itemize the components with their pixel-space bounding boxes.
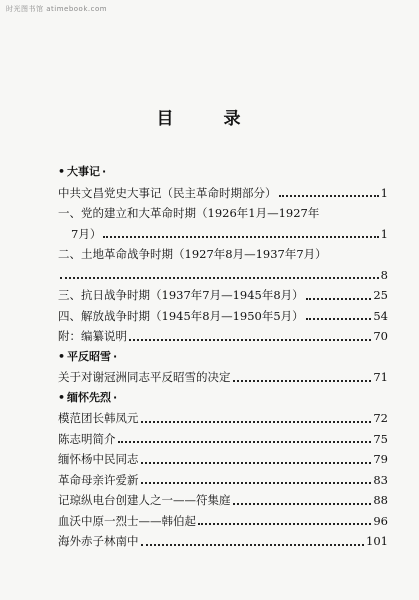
toc-entry[interactable]	[58, 306, 388, 327]
entry-title: 中共文昌党史大事记（民主革命时期部分）	[58, 185, 277, 200]
leader-dots	[141, 462, 372, 464]
entry-page: 25	[373, 288, 388, 302]
leader-dots	[103, 236, 378, 238]
table-of-contents	[58, 162, 388, 552]
toc-entry[interactable]	[58, 408, 388, 429]
entry-title: 血沃中原一烈士——韩伯起	[58, 513, 196, 528]
entry-page: 83	[373, 472, 388, 487]
toc-section	[58, 162, 388, 183]
entry-page: 101	[366, 534, 388, 548]
page-title: 目 录	[156, 109, 263, 129]
toc-entry[interactable]	[58, 326, 388, 347]
entry-title: 缅怀杨中民同志	[58, 452, 139, 466]
entry-title: 陈志明简介	[58, 431, 116, 446]
entry-title: 二、土地革命战争时期（1927年8月—1937年7月）	[58, 247, 327, 261]
entry-title: 三、抗日战争时期（1937年7月—1945年8月）	[58, 288, 304, 302]
leader-dots	[233, 380, 372, 382]
entry-page: 1	[380, 226, 388, 241]
entry-title: 革命母亲许爱新	[58, 472, 139, 487]
section-title: 大事记	[67, 165, 101, 178]
entry-title: 关于对谢冠洲同志平反昭雪的决定	[58, 370, 231, 384]
section-title: 缅怀先烈	[67, 390, 112, 404]
entry-page: 88	[373, 493, 388, 507]
toc-entry[interactable]	[58, 183, 388, 204]
section-title: 平反昭雪	[67, 349, 112, 363]
leader-dots	[198, 523, 371, 525]
leader-dots	[279, 195, 379, 197]
toc-entry-continuation[interactable]	[58, 265, 388, 286]
toc-entry[interactable]	[58, 490, 388, 511]
bullet-icon: •	[58, 390, 66, 404]
entry-page: 1	[380, 185, 388, 200]
toc-entry[interactable]	[58, 244, 388, 265]
leader-dots	[118, 441, 372, 443]
bullet-icon: •	[58, 349, 66, 363]
entry-page: 71	[373, 370, 388, 384]
bullet-icon: ·	[102, 165, 107, 178]
leader-dots	[233, 503, 372, 505]
toc-entry[interactable]	[58, 470, 388, 491]
entry-title: 7月）	[71, 226, 102, 241]
toc-entry[interactable]	[58, 429, 388, 450]
toc-entry[interactable]	[58, 203, 388, 224]
bullet-icon: •	[58, 165, 66, 178]
leader-dots	[129, 339, 371, 341]
entry-title: 模范团长韩凤元	[58, 411, 139, 425]
leader-dots	[141, 421, 372, 423]
bullet-icon: ·	[113, 349, 118, 363]
toc-entry[interactable]	[58, 449, 388, 470]
entry-page: 8	[380, 267, 388, 282]
entry-title: 四、解放战争时期（1945年8月—1950年5月）	[58, 308, 304, 323]
entry-page: 96	[373, 513, 388, 528]
leader-dots	[306, 298, 372, 300]
watermark: 时光图书馆 atimebook.com	[6, 5, 108, 13]
toc-entry[interactable]	[58, 367, 388, 388]
leader-dots	[141, 544, 365, 546]
toc-entry[interactable]	[58, 285, 388, 306]
toc-section	[58, 388, 388, 409]
toc-entry-continuation[interactable]	[58, 224, 388, 245]
toc-section	[58, 347, 388, 368]
leader-dots	[60, 277, 379, 279]
toc-entry[interactable]	[58, 511, 388, 532]
entry-title: 记琼纵电台创建人之一——符集庭	[58, 493, 231, 507]
entry-page: 75	[373, 431, 388, 446]
entry-title: 海外赤子林南中	[58, 534, 139, 548]
entry-page: 79	[373, 452, 388, 466]
toc-entry[interactable]	[58, 531, 388, 552]
entry-page: 72	[373, 411, 388, 425]
leader-dots	[306, 318, 372, 320]
leader-dots	[141, 482, 372, 484]
entry-page: 54	[373, 308, 388, 323]
entry-title: 一、党的建立和大革命时期（1926年1月—1927年	[58, 206, 320, 220]
entry-title: 附：编纂说明	[58, 329, 127, 343]
entry-page: 70	[373, 329, 388, 343]
bullet-icon: ·	[113, 390, 118, 404]
